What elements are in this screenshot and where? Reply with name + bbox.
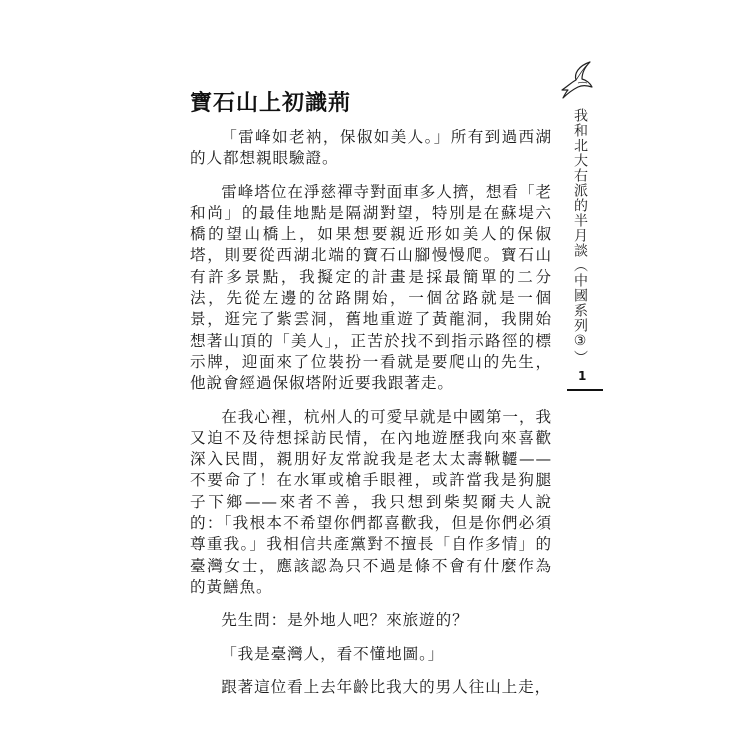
page-number-rule xyxy=(567,389,603,391)
bird-icon xyxy=(560,60,594,100)
paragraph: 在我心裡，杭州人的可愛早就是中國第一，我又迫不及待想採訪民情，在內地遊歷我向來喜歡深入民間，親朋好友常說我是老太太壽鞦韆——不要命了！在水軍或槍手眼裡，或許當我是狗腿子下鄉——來者不善，我只想到柴契爾夫人說的：「我根本不希望你們都喜歡我，但是你們必須尊重我。」我相信共產黨對不擅長「自作多情」的臺灣女士，應該認為只不過是條不會有什麼作為的黃鱔魚。 xyxy=(190,407,552,596)
paragraph: 雷峰塔位在淨慈禪寺對面車多人擠，想看「老和尚」的最佳地點是隔湖對望，特別是在蘇堤六橋的望山橋上，如果想要親近形如美人的保俶塔，則要從西湖北端的寶石山腳慢慢爬。寶石山有許多景點，我擬定的計畫是採最簡單的二分法，先從左邊的岔路開始，一個岔路就是一個景，逛完了紫雲洞，舊地重遊了黃龍洞，我開始想著山頂的「美人」，正苦於找不到指示路徑的標示牌，迎面來了位裝扮一看就是要爬山的先生，他說會經過保俶塔附近要我跟著走。 xyxy=(190,182,552,393)
series-title: 我和北大右派的半月談（中國系列③） xyxy=(572,108,588,365)
body-text xyxy=(190,127,552,710)
paragraph: 先生問：是外地人吧？來旅遊的？ xyxy=(221,611,469,630)
paragraph: 「我是臺灣人，看不懂地圖。」 xyxy=(221,644,445,663)
paragraph: 跟著這位看上去年齡比我大的男人往山上走， xyxy=(221,677,552,696)
paragraph: 「雷峰如老衲，保俶如美人。」所有到過西湖的人都想親眼驗證。 xyxy=(190,128,552,168)
page-number: 1 xyxy=(578,369,587,383)
chapter-title: 寶石山上初識荊 xyxy=(190,91,352,116)
